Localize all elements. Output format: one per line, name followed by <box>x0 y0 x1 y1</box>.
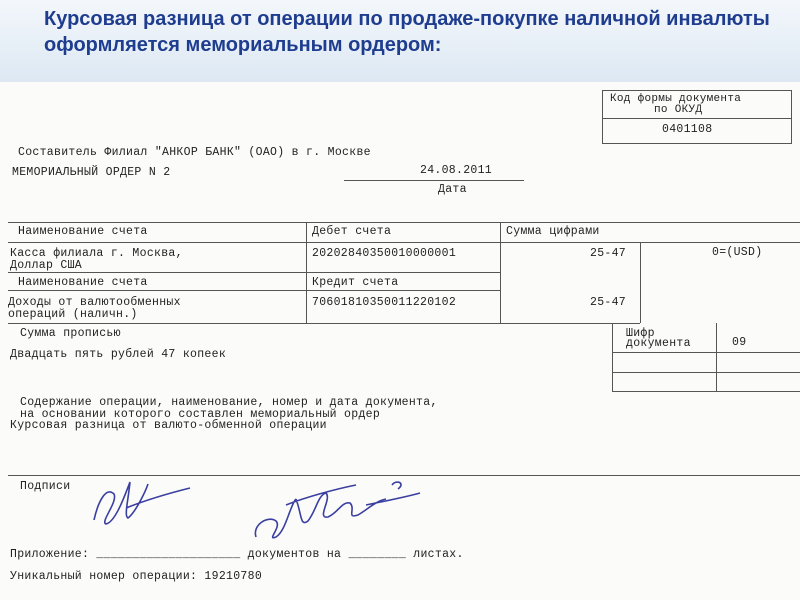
debit-account-number: 20202840350010000001 <box>312 247 457 260</box>
currency-amount: 0=(USD) <box>712 246 763 259</box>
cipher-label-line1: Шифр <box>626 327 655 340</box>
debit-account-name-line2: Доллар США <box>10 259 83 272</box>
slide-header <box>0 0 800 83</box>
signature-1 <box>86 472 196 532</box>
slide-title: Курсовая разница от операции по продаже-покупке наличной инвалюты оформляется мемориальным ордером: <box>44 8 770 56</box>
okud-header-line1: Код формы документа <box>610 93 742 105</box>
memorial-order-document <box>0 82 800 600</box>
content-label-line1: Содержание операции, наименование, номер и дата документа, <box>20 396 438 409</box>
order-date: 24.08.2011 <box>420 164 493 177</box>
debit-account-name-line1: Касса филиала г. Москва, <box>10 247 183 260</box>
signatures-label: Подписи <box>20 480 71 493</box>
credit-amount: 25-47 <box>590 296 627 309</box>
date-label: Дата <box>438 183 467 196</box>
cipher-label-line2: документа <box>626 337 691 350</box>
unique-operation-number: Уникальный номер операции: 19210780 <box>10 570 263 583</box>
debit-header: Дебет счета <box>312 225 392 238</box>
signature-2 <box>246 475 426 550</box>
order-title: МЕМОРИАЛЬНЫЙ ОРДЕР N 2 <box>12 166 171 179</box>
credit-header: Кредит счета <box>312 276 399 289</box>
composer-line: Составитель Филиал "АНКОР БАНК" (ОАО) в г. Москве <box>18 146 371 159</box>
debit-name-header: Наименование счета <box>18 225 148 238</box>
attachment-line: Приложение: ____________________ документов на ________ листах. <box>10 548 464 561</box>
credit-account-number: 70601810350011220102 <box>312 296 457 309</box>
cipher-value: 09 <box>732 336 747 349</box>
okud-header-line2: по ОКУД <box>654 104 703 116</box>
amount-words-label: Сумма прописью <box>20 327 121 340</box>
amount-words: Двадцать пять рублей 47 копеек <box>10 348 227 361</box>
credit-account-name-line1: Доходы от валютообменных <box>8 296 181 309</box>
amount-header: Сумма цифрами <box>506 225 600 238</box>
debit-amount: 25-47 <box>590 247 627 260</box>
content-value: Курсовая разница от валюто-обменной операции <box>10 419 327 432</box>
content-label-line2: на основании которого составлен мемориальный ордер <box>20 408 381 421</box>
credit-name-header: Наименование счета <box>18 276 148 289</box>
okud-code: 0401108 <box>662 123 713 136</box>
credit-account-name-line2: операций (наличн.) <box>8 308 138 321</box>
